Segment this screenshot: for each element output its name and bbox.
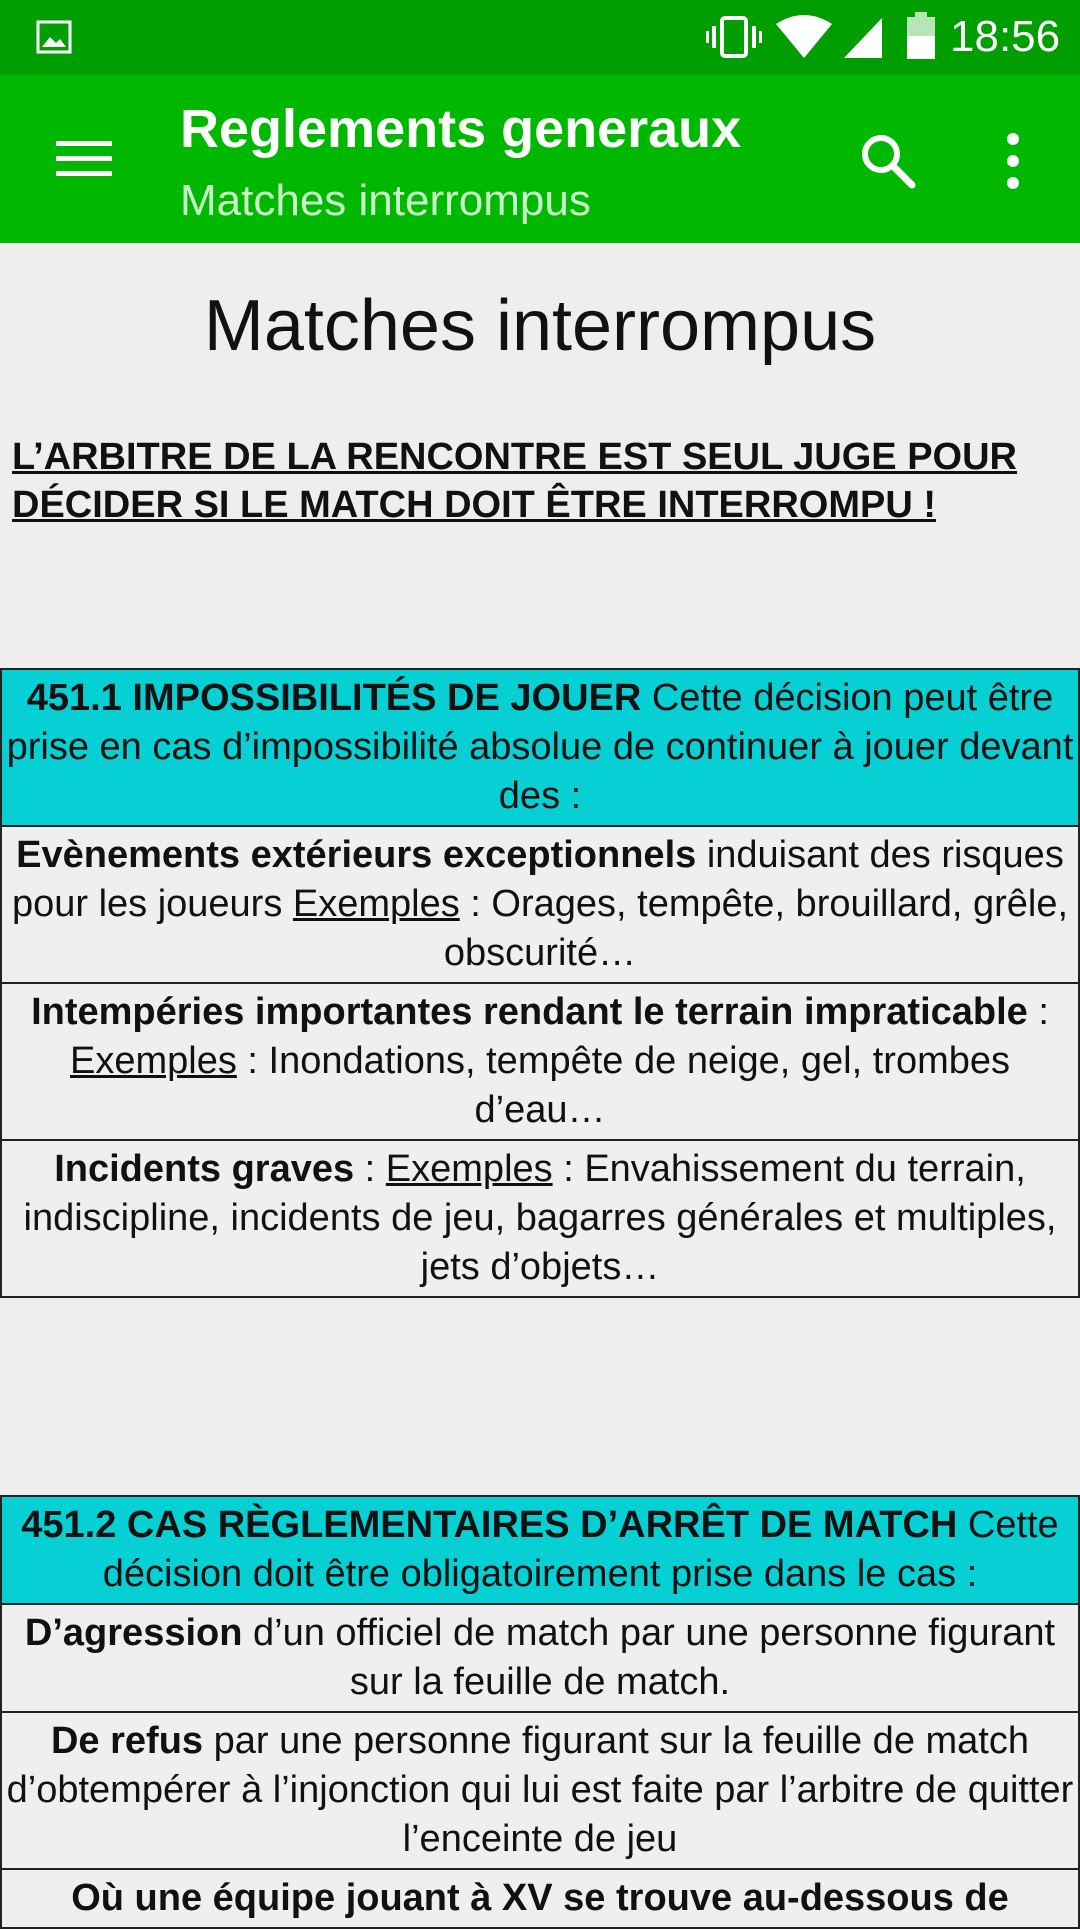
row-text: : Inondations, tempête de neige, gel, trombes d’eau… <box>236 1040 1010 1131</box>
more-vert-icon[interactable] <box>990 129 1036 193</box>
app-title: Reglements generaux <box>180 99 742 159</box>
app-bar <box>0 75 1080 243</box>
row-heading: D’agression <box>24 1612 243 1654</box>
row-text: : <box>354 1148 386 1190</box>
table-cell <box>1 1869 1079 1928</box>
row-text: : Envahissement du terrain, indiscipline, incidents de jeu, bagarres générales et multiples, jets d’objets… <box>23 1148 1057 1288</box>
row-heading: Où une équipe jouant à XV se trouve au-dessous de <box>71 1877 1009 1919</box>
row-text: : Orages, tempête, brouillard, grêle, obscurité… <box>443 883 1069 974</box>
table-cell <box>1 1140 1079 1297</box>
page-title: Matches interrompus <box>203 286 877 366</box>
section-heading: 451.2 CAS RÈGLEMENTAIRES D’ARRÊT DE MATCH <box>21 1504 958 1546</box>
table-row <box>1 1604 1079 1712</box>
table-cell <box>1 1712 1079 1869</box>
row-text: d’un officiel de match par une personne figurant sur la feuille de match. <box>242 1612 1056 1703</box>
warning-text: L’ARBITRE DE LA RENCONTRE EST SEUL JUGE POUR DÉCIDER SI LE MATCH DOIT ÊTRE INTERROMPU ! <box>12 436 1017 526</box>
row-heading: Intempéries importantes rendant le terrain impraticable <box>31 991 1028 1033</box>
row-heading: De refus <box>50 1720 204 1762</box>
table-header-row <box>1 669 1079 826</box>
menu-icon[interactable] <box>48 131 120 187</box>
gallery-icon <box>36 20 72 54</box>
table-cell <box>1 1604 1079 1712</box>
examples-label: Exemples <box>292 883 460 925</box>
table-row <box>1 1140 1079 1297</box>
table-header-row <box>1 1496 1079 1604</box>
table-header-cell <box>1 1496 1079 1604</box>
examples-label: Exemples <box>70 1040 237 1082</box>
section-intro: Cette décision peut être prise en cas d’impossibilité absolue de continuer à jouer devant des : <box>6 677 1074 817</box>
row-text: : <box>1027 991 1049 1033</box>
row-text: induisant des risques pour les joueurs <box>11 834 1064 925</box>
section-intro: Cette décision doit être obligatoirement prise dans le cas : <box>102 1504 1059 1595</box>
battery-icon <box>906 12 936 60</box>
arret-match-table <box>0 1495 1080 1929</box>
impossibilites-table <box>0 668 1080 1298</box>
table-cell <box>1 983 1079 1140</box>
table-row <box>1 983 1079 1140</box>
row-heading: Evènements extérieurs exceptionnels <box>16 834 697 876</box>
table-header-cell <box>1 669 1079 826</box>
table-row <box>1 1869 1079 1928</box>
clock: 18:56 <box>950 12 1061 61</box>
table-row <box>1 826 1079 983</box>
vibrate-icon <box>706 14 762 60</box>
search-icon[interactable] <box>856 129 920 193</box>
examples-label: Exemples <box>385 1148 553 1190</box>
app-subtitle: Matches interrompus <box>180 176 591 225</box>
status-bar <box>0 0 1080 75</box>
row-text: par une personne figurant sur la feuille de match d’obtempérer à l’injonction qui lui est faite par l’arbitre de quitter l’enceinte de jeu <box>6 1720 1074 1860</box>
section-heading: 451.1 IMPOSSIBILITÉS DE JOUER <box>26 677 642 719</box>
row-heading: Incidents graves <box>54 1148 355 1190</box>
table-row <box>1 1712 1079 1869</box>
wifi-icon <box>774 14 834 60</box>
table-cell <box>1 826 1079 983</box>
signal-icon <box>842 14 884 60</box>
